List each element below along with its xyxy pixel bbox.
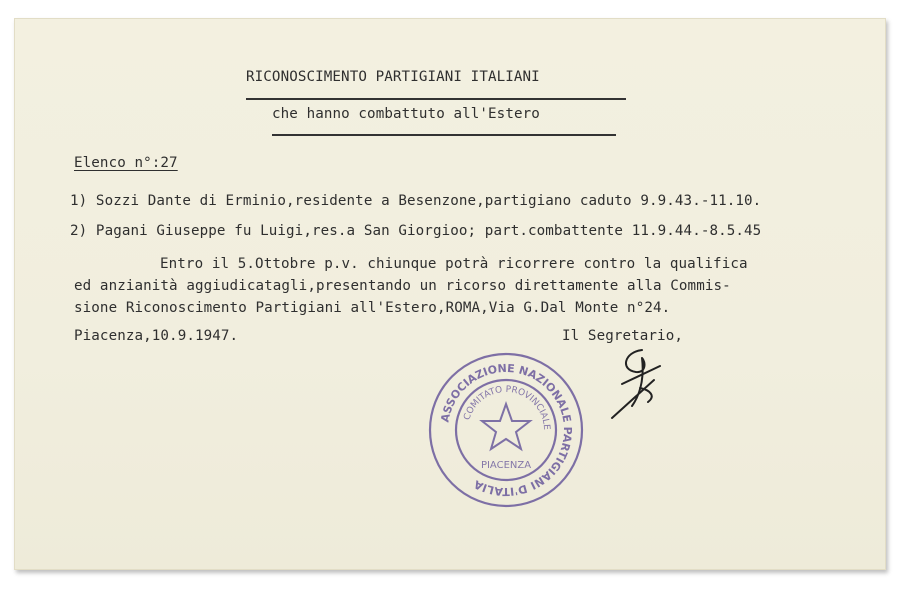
- stamp-outer-text: ASSOCIAZIONE NAZIONALE PARTIGIANI D'ITALIA: [438, 361, 575, 499]
- list-item: 1) Sozzi Dante di Erminio,residente a Besenzone,partigiano caduto 9.9.43.-11.10.: [70, 193, 762, 209]
- subtitle-underline: [272, 134, 616, 136]
- list-number: Elenco n°:27: [74, 155, 178, 171]
- star-icon: [482, 404, 530, 449]
- list-item: 2) Pagani Giuseppe fu Luigi,res.a San Giorgioo; part.combattente 11.9.44.-8.5.45: [70, 223, 762, 239]
- place-date: Piacenza,10.9.1947.: [74, 328, 239, 344]
- paragraph-line: sione Riconoscimento Partigiani all'Estero,ROMA,Via G.Dal Monte n°24.: [74, 300, 671, 316]
- paragraph-line: Entro il 5.Ottobre p.v. chiunque potrà ricorrere contro la qualifica: [160, 256, 748, 272]
- association-stamp: [424, 348, 588, 512]
- handwritten-signature: [602, 344, 682, 424]
- title-underline: [246, 98, 626, 100]
- svg-text:ASSOCIAZIONE NAZIONALE PARTIGI: [438, 362, 574, 498]
- stamp-inner-text: COMITATO PROVINCIALE: [462, 384, 552, 431]
- signatory-title: Il Segretario,: [562, 328, 683, 344]
- document-subtitle: che hanno combattuto all'Estero: [272, 106, 540, 122]
- stamp-city: PIACENZA: [480, 460, 532, 471]
- document-sheet: [14, 18, 886, 570]
- document-title: RICONOSCIMENTO PARTIGIANI ITALIANI: [246, 69, 540, 85]
- paragraph-line: ed anzianità aggiudicatagli,presentando un ricorso direttamente alla Commis-: [74, 278, 731, 294]
